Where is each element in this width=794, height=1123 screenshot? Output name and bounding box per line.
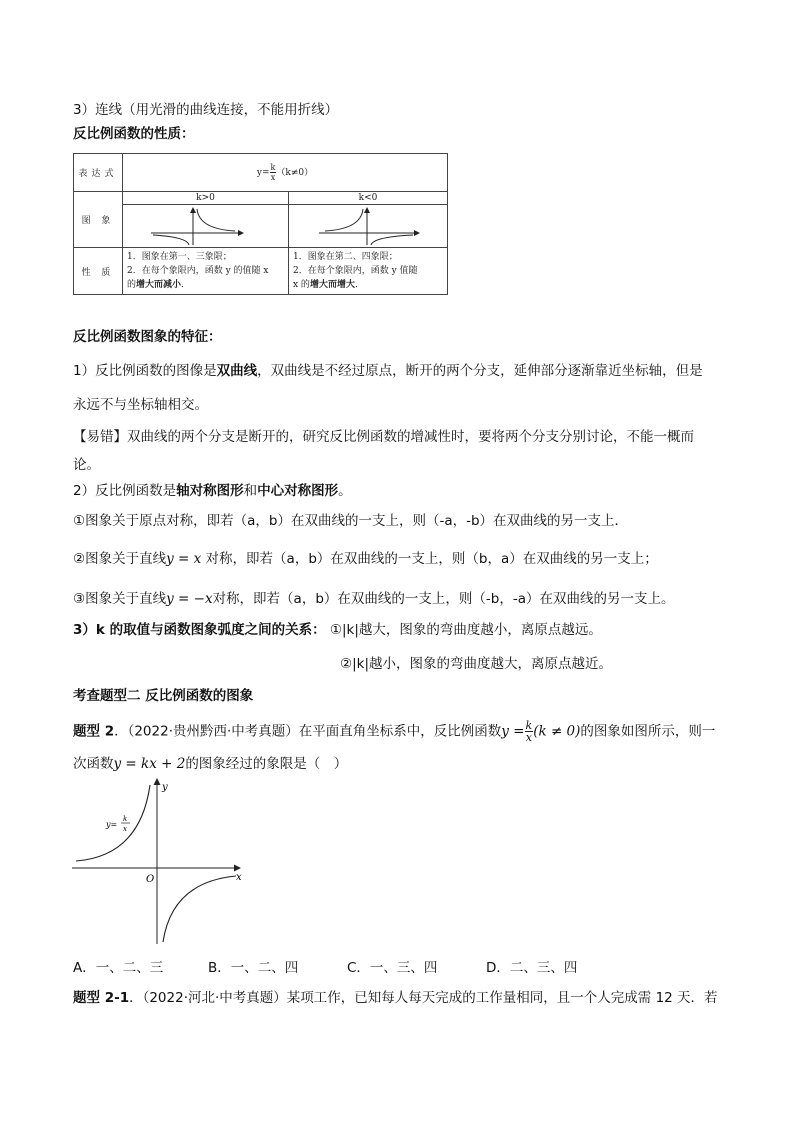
option-b[interactable]: B．一、二、四 — [208, 960, 299, 976]
feature-1-pre: 1）反比例函数的图像是 — [73, 363, 217, 379]
graph-k-negative — [289, 192, 448, 248]
hyperbola-k-negative-icon — [289, 205, 447, 247]
question-2-l2-post: 的图象经过的象限是（ ） — [185, 756, 348, 772]
question-2-condition: (k ≠ 0) — [533, 723, 581, 740]
neg-prop-3-pre: x 的 — [293, 280, 310, 290]
figure-eq-prefix: y= — [106, 820, 118, 829]
k-curvature-post: ①|k|越大，图象的弯曲度越小，离原点越远。 — [325, 622, 602, 638]
option-c[interactable]: C．一、三、四 — [347, 960, 438, 976]
symmetry-y-eq-x-line — [73, 549, 658, 569]
pos-prop-2: 2．在每个象限内，函数 y 的值随 x — [127, 266, 269, 276]
figure-eq-num: k — [123, 815, 128, 823]
k-curvature-line-1 — [73, 620, 602, 640]
pos-prop-1: 1．图象在第一、三象限； — [127, 252, 232, 262]
section-heading-type-two: 考查题型二 反比例函数的图象 — [73, 688, 254, 704]
sym-x-math: y = x — [166, 551, 202, 567]
feature-1-line-1 — [73, 361, 703, 381]
hyperbola-figure-icon — [68, 774, 248, 946]
pos-prop-3-bold: 增大而减小 — [136, 280, 182, 290]
pos-prop-3-post: ． — [181, 280, 191, 290]
question-2-line-2 — [73, 754, 347, 774]
expr-prefix: y= — [256, 168, 270, 178]
figure-origin-label: O — [146, 874, 155, 885]
option-d[interactable]: D．二、三、四 — [486, 960, 578, 976]
graph-k-positive — [123, 192, 289, 248]
question-2-fraction — [525, 720, 534, 743]
figure-eq-den: x — [123, 825, 127, 833]
question-2-line-1 — [73, 720, 715, 743]
neg-prop-3-bold: 增大而增大 — [309, 280, 355, 290]
neg-prop-1: 1．图象在第二、四象限； — [293, 252, 398, 262]
neg-prop-2: 2．在每个象限内，函数 y 值随 — [293, 266, 418, 276]
feature-2-line — [73, 481, 352, 501]
heading-properties: 反比例函数的性质： — [73, 126, 195, 142]
question-2-frac-num: k — [525, 719, 533, 732]
neg-prop-3-post: ． — [354, 280, 364, 290]
question-2-figure — [68, 774, 248, 950]
row-head-graph: 图 象 — [74, 192, 123, 248]
sym-x-post: 对称，即若（a，b）在双曲线的一支上，则（b，a）在双曲线的另一支上； — [201, 551, 658, 567]
question-2-1-label: 题型 2-1 — [73, 990, 130, 1006]
feature-2-bold-1: 轴对称图形 — [176, 483, 244, 499]
sym-negx-math: y = −x — [166, 591, 213, 607]
question-2-pre: ．（2022·贵州黔西·中考真题）在平面直角坐标系中，反比例函数 — [114, 723, 502, 740]
feature-2-pre: 2）反比例函数是 — [73, 483, 177, 499]
expr-condition: （k≠0） — [276, 168, 314, 178]
row-head-properties: 性 质 — [74, 248, 123, 295]
sym-negx-post: 对称，即若（a，b）在双曲线的一支上，则（-b，-a）在双曲线的另一支上。 — [212, 591, 675, 607]
question-2-frac-den: x — [525, 731, 532, 744]
question-2-post: 的图象如图所示，则一 — [580, 723, 716, 740]
row-head-expression: 表达式 — [74, 154, 123, 192]
k-negative-label: k<0 — [289, 192, 447, 205]
sym-negx-pre: ③图象关于直线 — [73, 591, 167, 607]
line-connect-step: 3）连线（用光滑的曲线连接，不能用折线） — [73, 102, 339, 118]
k-positive-label: k>0 — [123, 192, 288, 205]
figure-x-label: x — [236, 872, 242, 883]
feature-2-mid: 和 — [243, 483, 258, 499]
symmetry-origin-line: ①图象关于原点对称，即若（a，b）在双曲线的一支上，则（-a，-b）在双曲线的另一支上． — [73, 513, 629, 529]
common-error-line-2: 论。 — [73, 457, 100, 473]
expr-den: x — [270, 173, 276, 182]
question-2-1-line — [73, 988, 718, 1008]
question-2-linear-fn: y = kx + 2 — [113, 756, 186, 772]
question-2-1-text: ．（2022·河北·中考真题）某项工作，已知每人每天完成的工作量相同，且一个人完成需 12 天．若 — [129, 990, 718, 1006]
feature-2-bold-2: 中心对称图形 — [257, 483, 339, 499]
feature-1-line-2: 永远不与坐标轴相交。 — [73, 397, 208, 413]
question-2-label: 题型 2 — [73, 723, 115, 740]
question-2-l2-pre: 次函数 — [73, 756, 114, 772]
properties-table — [73, 153, 448, 295]
question-2-math: y = — [501, 723, 525, 740]
sym-x-pre: ②图象关于直线 — [73, 551, 167, 567]
feature-1-bold: 双曲线 — [216, 363, 258, 379]
common-error-line-1: 【易错】双曲线的两个分支是断开的，研究反比例函数的增减性时，要将两个分支分别讨论，不能一概而 — [73, 429, 694, 445]
option-a[interactable]: A．一、二、三 — [73, 960, 164, 976]
properties-k-positive — [123, 248, 289, 295]
figure-y-label: y — [162, 782, 168, 793]
properties-k-negative — [289, 248, 448, 295]
k-curvature-line-2: ②|k|越小，图象的弯曲度越大，离原点越近。 — [340, 656, 613, 672]
expr-num: k — [270, 163, 276, 172]
k-curvature-bold: 3）k 的取值与函数图象弧度之间的关系： — [73, 622, 326, 638]
feature-2-post: 。 — [338, 483, 352, 499]
symmetry-y-eq-neg-x-line — [73, 589, 675, 609]
feature-1-post: ，双曲线是不经过原点，断开的两个分支，延伸部分逐渐靠近坐标轴，但是 — [257, 363, 703, 379]
expression-cell — [123, 154, 448, 192]
hyperbola-k-positive-icon — [123, 205, 286, 247]
pos-prop-3-pre: 的 — [127, 280, 137, 290]
heading-graph-features: 反比例函数图象的特征： — [73, 329, 222, 345]
